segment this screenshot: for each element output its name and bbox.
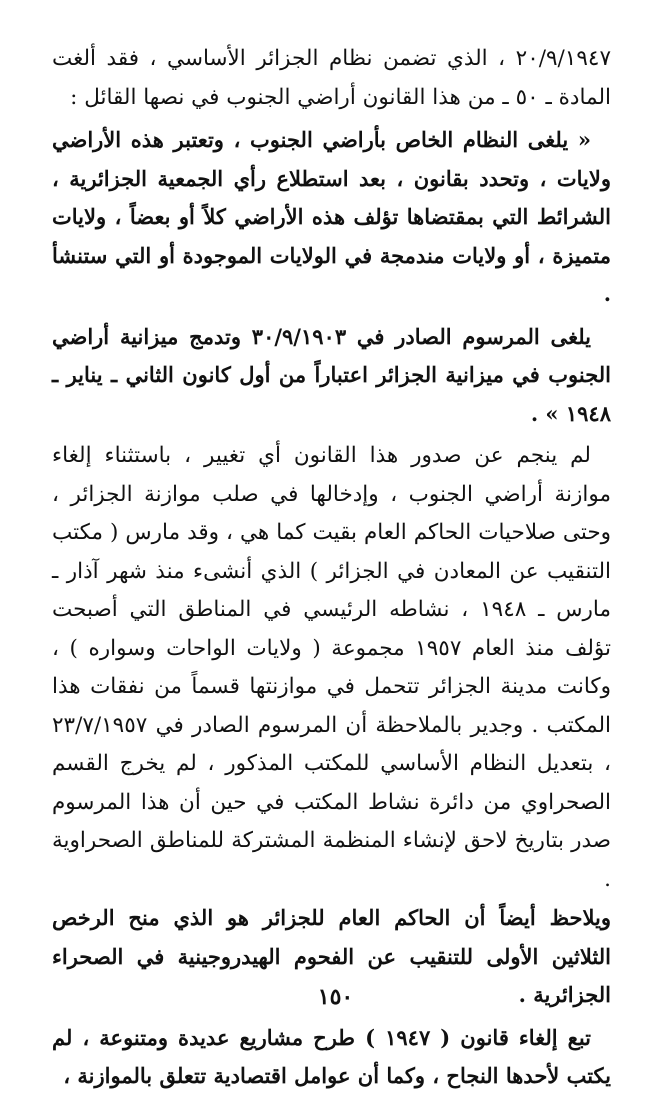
page-number: ١٥٠: [317, 984, 354, 1010]
paragraph-law-intro: ٢٠/٩/١٩٤٧ ، الذي تضمن نظام الجزائر الأساسي ، فقد ألغت المادة ـ ٥٠ ـ من هذا القانون أراضي الجنوب في نصها القائل :: [52, 46, 611, 110]
paragraph-projects: تبع إلغاء قانون ( ١٩٤٧ ) طرح مشاريع عديدة ومتنوعة ، لم يكتب لأحدها النجاح ، وكما أن عوامل اقتصادية تتعلق بالموازنة ،: [52, 1024, 611, 1088]
paragraph-governor-note: ويلاحظ أيضاً أن الحاكم العام للجزائر هو الذي منح الرخص الثلاثين الأولى للتنقيب عن الفحوم الهيدروجينية في الصحراء الجزائرية .: [52, 905, 611, 1007]
paragraph-quote-part1: « يلغى النظام الخاص بأراضي الجنوب ، وتعتبر هذه الأراضي ولايات ، وتحدد بقانون ، بعد استطلاع رأي الجمعية الجزائرية ، الشرائط التي بمقتضاها تؤلف هذه الأراضي كلاً أو بعضاً ، ولايات متميزة ، أو ولايات مندمجة في الولايات الموجودة أو التي ستنشأ .: [52, 127, 611, 306]
body-text: [52, 40, 611, 1096]
paragraph-commentary: لم ينجم عن صدور هذا القانون أي تغيير ، باستثناء إلغاء موازنة أراضي الجنوب ، وإدخالها في صلب موازنة الجزائر ، وحتى صلاحيات الحاكم العام بقيت كما هي ، وقد مارس ( مكتب التنقيب عن المعادن في الجزائر ) الذي أنشىء منذ شهر آذار ـ مارس ـ ١٩٤٨ ، نشاطه الرئيسي في المناطق التي أصبحت تؤلف منذ العام ١٩٥٧ مجموعة ( ولايات الواحات وسواره ) ، وكانت مدينة الجزائر تتحمل في موازنتها قسماً من نفقات هذا المكتب . وجدير بالملاحظة أن المرسوم الصادر في ٢٣/٧/١٩٥٧ ، بتعديل النظام الأساسي للمكتب المذكور ، لم يخرج القسم الصحراوي من دائرة نشاط المكتب في حين أن هذا المرسوم صدر بتاريخ لاحق لإنشاء المنظمة المشتركة للمناطق الصحراوية .: [52, 443, 612, 892]
paragraph-quote-part2: يلغى المرسوم الصادر في ٣٠/٩/١٩٠٣ وتدمج ميزانية أراضي الجنوب في ميزانية الجزائر اعتباراً من أول كانون الثاني ـ يناير ـ ١٩٤٨ » .: [52, 323, 611, 426]
